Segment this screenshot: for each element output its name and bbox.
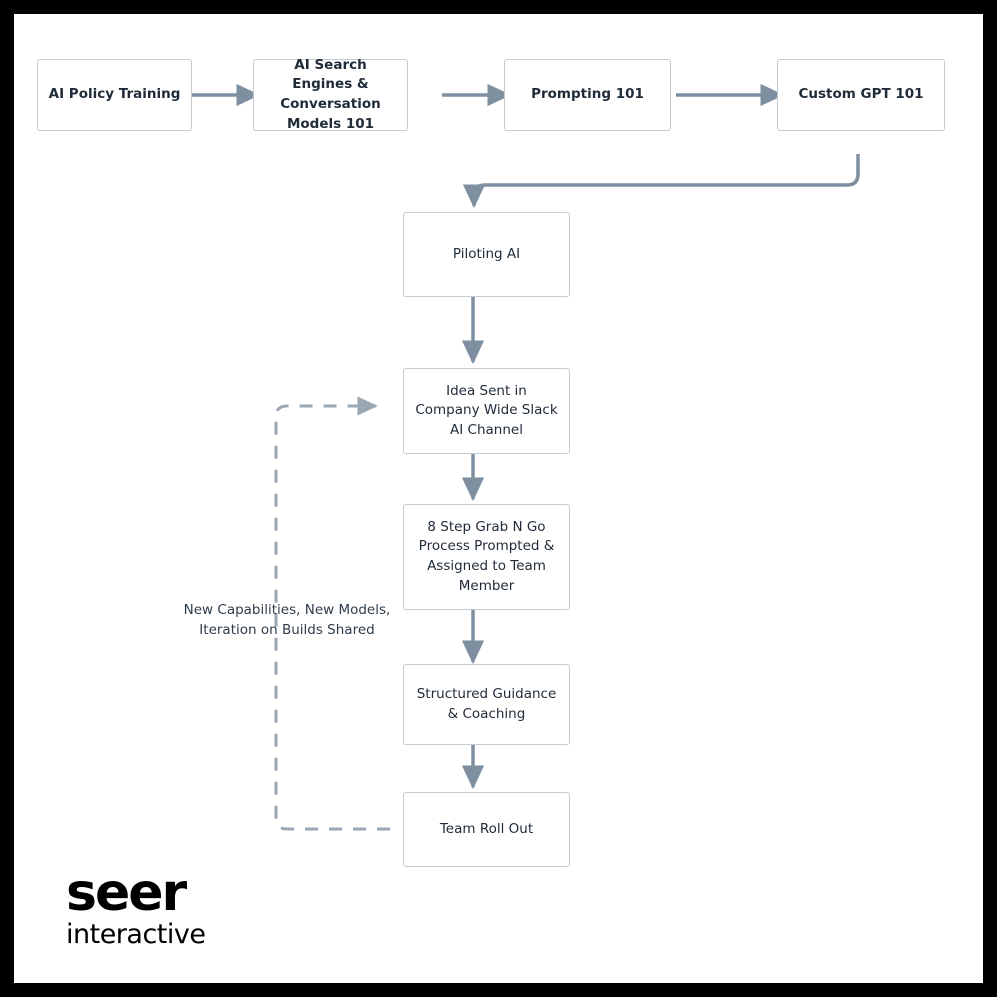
node-ai-search-engines[interactable] — [253, 56, 408, 132]
node-structured-guidance[interactable] — [403, 664, 570, 745]
node-label: AI Policy Training — [48, 86, 181, 103]
node-label: Team Roll Out — [439, 820, 534, 837]
logo-interactive-text: interactive — [66, 919, 206, 951]
node-idea-sent-slack[interactable] — [403, 368, 570, 454]
node-label: AI Search Engines & Conversation Models 101 — [280, 56, 381, 132]
node-grab-n-go[interactable] — [403, 504, 570, 610]
node-label: Structured Guidance & Coaching — [416, 685, 557, 722]
diagram-canvas — [14, 14, 983, 983]
node-custom-gpt-101[interactable] — [777, 59, 945, 131]
seer-interactive-logo — [66, 863, 256, 951]
node-prompting-101[interactable] — [504, 59, 671, 131]
node-team-roll-out[interactable] — [403, 792, 570, 867]
node-label: 8 Step Grab N Go Process Prompted & Assigned to Team Member — [418, 518, 555, 594]
node-piloting-ai[interactable] — [403, 212, 570, 297]
connector-customgpt-to-piloting — [474, 154, 858, 206]
node-label: Idea Sent in Company Wide Slack AI Channel — [415, 382, 558, 438]
node-ai-policy-training[interactable] — [37, 59, 192, 131]
feedback-loop-label: New Capabilities, New Models, Iteration on Builds Shared — [183, 602, 391, 639]
node-label: Piloting AI — [452, 245, 521, 262]
node-label: Prompting 101 — [531, 86, 644, 103]
logo-seer-text: seer — [66, 863, 186, 923]
node-label: Custom GPT 101 — [798, 86, 924, 103]
